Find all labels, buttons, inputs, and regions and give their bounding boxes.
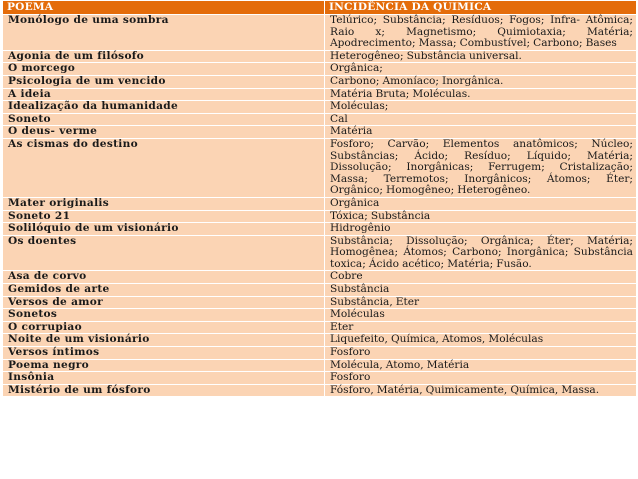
- poem-title: Soneto: [3, 113, 325, 126]
- chemistry-terms: Orgânica;: [325, 63, 637, 76]
- table-row: [3, 271, 637, 284]
- chemistry-terms: Substância, Eter: [325, 296, 637, 309]
- chemistry-terms: Eter: [325, 321, 637, 334]
- table-row: [3, 321, 637, 334]
- table-row: [3, 296, 637, 309]
- table-body: [3, 15, 637, 397]
- chemistry-terms: Molécula, Atomo, Matéria: [325, 359, 637, 372]
- chemistry-terms: Cobre: [325, 271, 637, 284]
- table-row: [3, 309, 637, 322]
- table-row: [3, 75, 637, 88]
- poem-title: Mater originalis: [3, 197, 325, 210]
- table-row: [3, 235, 637, 271]
- chemistry-terms: Hidrogênio: [325, 223, 637, 236]
- chemistry-terms: Matéria Bruta; Moléculas.: [325, 88, 637, 101]
- header-row: [3, 1, 637, 15]
- chemistry-terms: Fosforo: [325, 347, 637, 360]
- chemistry-terms: Heterogêneo; Substância universal.: [325, 50, 637, 63]
- table-row: [3, 15, 637, 51]
- poem-title: Noite de um visionário: [3, 334, 325, 347]
- table-row: [3, 359, 637, 372]
- chemistry-terms: Cal: [325, 113, 637, 126]
- poem-title: O deus- verme: [3, 126, 325, 139]
- table-row: [3, 138, 637, 197]
- header-chem: INCIDÊNCIA DA QUIMICA: [325, 1, 637, 15]
- poem-title: Psicologia de um vencido: [3, 75, 325, 88]
- poem-chemistry-table: [2, 0, 637, 397]
- table-row: [3, 223, 637, 236]
- table-row: [3, 63, 637, 76]
- table-row: [3, 126, 637, 139]
- poem-title: Sonetos: [3, 309, 325, 322]
- table-row: [3, 88, 637, 101]
- table-row: [3, 334, 637, 347]
- poem-title: Mistério de um fósforo: [3, 384, 325, 397]
- poem-title: Gemidos de arte: [3, 284, 325, 297]
- chemistry-terms: Fósforo, Matéria, Quimicamente, Química, Massa.: [325, 384, 637, 397]
- poem-title: Os doentes: [3, 235, 325, 271]
- chemistry-terms: Moléculas;: [325, 101, 637, 114]
- table-row: [3, 113, 637, 126]
- chemistry-terms: Telúrico; Substância; Resíduos; Fogos; Infra- Atômica; Raio x; Magnetismo; Quimiotaxia; Matéria; Apodrecimento; Massa; Combustível; Carbono; Bases: [325, 15, 637, 51]
- poem-title: Solilóquio de um visionário: [3, 223, 325, 236]
- poem-title: A ideia: [3, 88, 325, 101]
- table-row: [3, 372, 637, 385]
- table-row: [3, 210, 637, 223]
- chemistry-terms: Liquefeito, Química, Atomos, Moléculas: [325, 334, 637, 347]
- chemistry-terms: Carbono; Amoníaco; Inorgânica.: [325, 75, 637, 88]
- chemistry-terms: Substância; Dissolução; Orgânica; Éter; Matéria; Homogênea; Átomos; Carbono; Inorgânica; Substância toxica; Ácido acético; Matéria; Fusão.: [325, 235, 637, 271]
- chemistry-terms: Fosforo: [325, 372, 637, 385]
- poem-title: Asa de corvo: [3, 271, 325, 284]
- poem-title: As cismas do destino: [3, 138, 325, 197]
- header-poem: POEMA: [3, 1, 325, 15]
- poem-title: Poema negro: [3, 359, 325, 372]
- table-row: [3, 384, 637, 397]
- chemistry-terms: Substância: [325, 284, 637, 297]
- chemistry-terms: Orgânica: [325, 197, 637, 210]
- chemistry-terms: Fosforo; Carvão; Elementos anatômicos; Núcleo; Substâncias; Ácido; Resíduo; Líquido; Matéria; Dissolução; Inorgânicas; Ferrugem; Cristalização; Massa; Terremotos; Inorgânicos; Átomos; Éter; Orgânico; Homogêneo; Heterogêneo.: [325, 138, 637, 197]
- table-row: [3, 284, 637, 297]
- poem-title: O morcego: [3, 63, 325, 76]
- poem-title: Insônia: [3, 372, 325, 385]
- table-row: [3, 50, 637, 63]
- table-row: [3, 197, 637, 210]
- table-row: [3, 347, 637, 360]
- chemistry-terms: Tóxica; Substância: [325, 210, 637, 223]
- poem-title: Monólogo de uma sombra: [3, 15, 325, 51]
- poem-title: Idealização da humanidade: [3, 101, 325, 114]
- poem-title: Versos de amor: [3, 296, 325, 309]
- poem-title: Versos íntimos: [3, 347, 325, 360]
- poem-title: O corrupiao: [3, 321, 325, 334]
- poem-title: Soneto 21: [3, 210, 325, 223]
- chemistry-terms: Moléculas: [325, 309, 637, 322]
- poem-title: Agonia de um filósofo: [3, 50, 325, 63]
- chemistry-terms: Matéria: [325, 126, 637, 139]
- table-row: [3, 101, 637, 114]
